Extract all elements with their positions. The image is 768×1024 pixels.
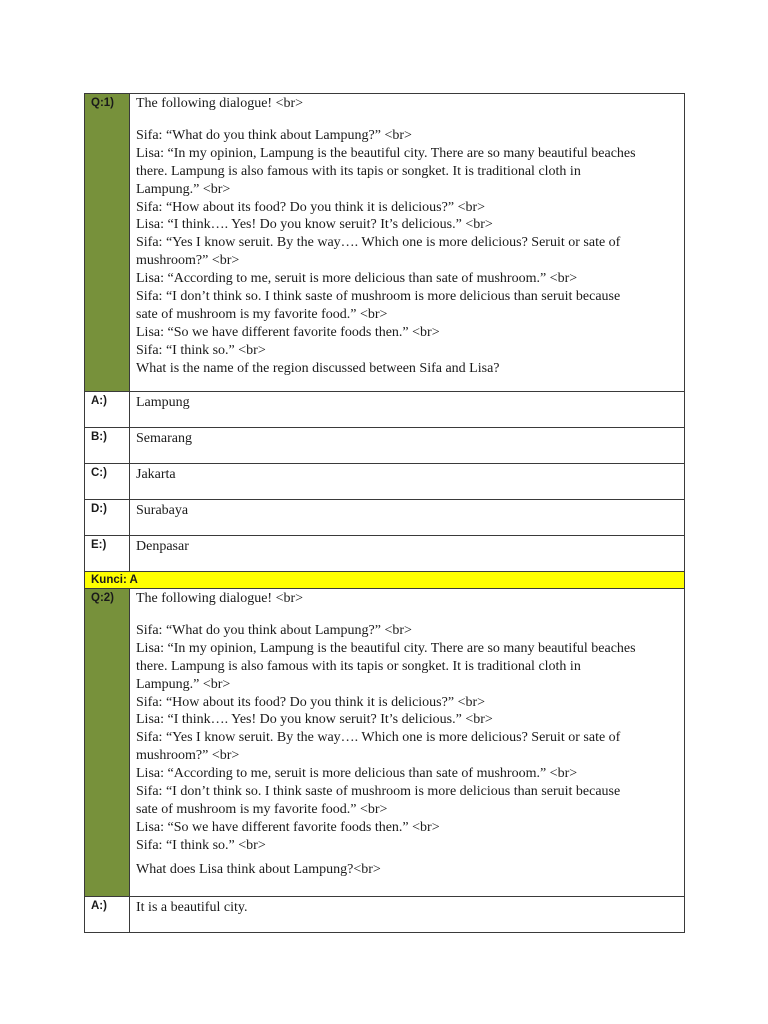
- stem-line: Sifa: “What do you think about Lampung?” <br>: [136, 622, 412, 638]
- stem-line: The following dialogue! <br>: [136, 591, 304, 606]
- option-text: Jakarta: [130, 464, 685, 500]
- stem-line: Lisa: “So we have different favorite foods then.” <br>: [136, 819, 440, 835]
- stem-line: mushroom?” <br>: [136, 748, 240, 764]
- stem-line: Sifa: “I think so.” <br>: [136, 342, 266, 358]
- question-number: Q:2): [85, 589, 130, 897]
- stem-line: Sifa: “I think so.” <br>: [136, 837, 266, 853]
- option-label: B:): [85, 428, 130, 464]
- option-label: C:): [85, 464, 130, 500]
- stem-line: Lampung.” <br>: [136, 181, 231, 197]
- question-stem: [130, 94, 685, 392]
- stem-line: Sifa: “How about its food? Do you think it is delicious?” <br>: [136, 199, 486, 215]
- stem-line: Sifa: “Yes I know seruit. By the way…. Which one is more delicious? Seruit or sate of: [136, 235, 621, 251]
- option-row: [85, 536, 685, 572]
- stem-line: mushroom?” <br>: [136, 253, 240, 269]
- question-row: [85, 94, 685, 392]
- option-text: Surabaya: [130, 500, 685, 536]
- stem-line: Lisa: “According to me, seruit is more delicious than sate of mushroom.” <br>: [136, 271, 578, 287]
- question-table: [84, 93, 685, 933]
- stem-line: sate of mushroom is my favorite food.” <br>: [136, 306, 388, 322]
- option-row: [85, 897, 685, 933]
- option-row: [85, 428, 685, 464]
- stem-line: Sifa: “I don’t think so. I think saste of mushroom is more delicious than seruit because: [136, 784, 621, 800]
- stem-line: Sifa: “I don’t think so. I think saste of mushroom is more delicious than seruit because: [136, 289, 621, 305]
- option-row: [85, 392, 685, 428]
- stem-line: Lampung.” <br>: [136, 676, 231, 692]
- answer-key: Kunci: A: [85, 572, 685, 589]
- option-text: Lampung: [130, 392, 685, 428]
- option-row: [85, 500, 685, 536]
- stem-line: Lisa: “So we have different favorite foods then.” <br>: [136, 324, 440, 340]
- stem-line: What does Lisa think about Lampung?<br>: [136, 861, 381, 877]
- stem-line: Lisa: “In my opinion, Lampung is the beautiful city. There are so many beautiful beaches: [136, 145, 636, 161]
- option-label: E:): [85, 536, 130, 572]
- question-stem: [130, 589, 685, 897]
- stem-line: Lisa: “I think…. Yes! Do you know seruit? It’s delicious.” <br>: [136, 217, 493, 233]
- stem-line: Sifa: “How about its food? Do you think it is delicious?” <br>: [136, 694, 486, 710]
- stem-line: Lisa: “According to me, seruit is more delicious than sate of mushroom.” <br>: [136, 766, 578, 782]
- stem-line: The following dialogue! <br>: [136, 96, 304, 111]
- stem-line: sate of mushroom is my favorite food.” <br>: [136, 801, 388, 817]
- stem-line: Sifa: “What do you think about Lampung?” <br>: [136, 127, 412, 143]
- stem-line: What is the name of the region discussed between Sifa and Lisa?: [136, 360, 500, 376]
- option-label: A:): [85, 897, 130, 933]
- stem-line: Lisa: “I think…. Yes! Do you know seruit? It’s delicious.” <br>: [136, 712, 493, 728]
- option-text: It is a beautiful city.: [130, 897, 685, 933]
- stem-line: there. Lampung is also famous with its tapis or songket. It is traditional cloth in: [136, 658, 581, 674]
- stem-line: Sifa: “Yes I know seruit. By the way…. Which one is more delicious? Seruit or sate of: [136, 730, 621, 746]
- stem-line: Lisa: “In my opinion, Lampung is the beautiful city. There are so many beautiful beaches: [136, 640, 636, 656]
- question-number: Q:1): [85, 94, 130, 392]
- stem-line: there. Lampung is also famous with its tapis or songket. It is traditional cloth in: [136, 163, 581, 179]
- answer-key-row: [85, 572, 685, 589]
- option-text: Semarang: [130, 428, 685, 464]
- option-row: [85, 464, 685, 500]
- option-text: Denpasar: [130, 536, 685, 572]
- question-row: [85, 589, 685, 897]
- option-label: D:): [85, 500, 130, 536]
- option-label: A:): [85, 392, 130, 428]
